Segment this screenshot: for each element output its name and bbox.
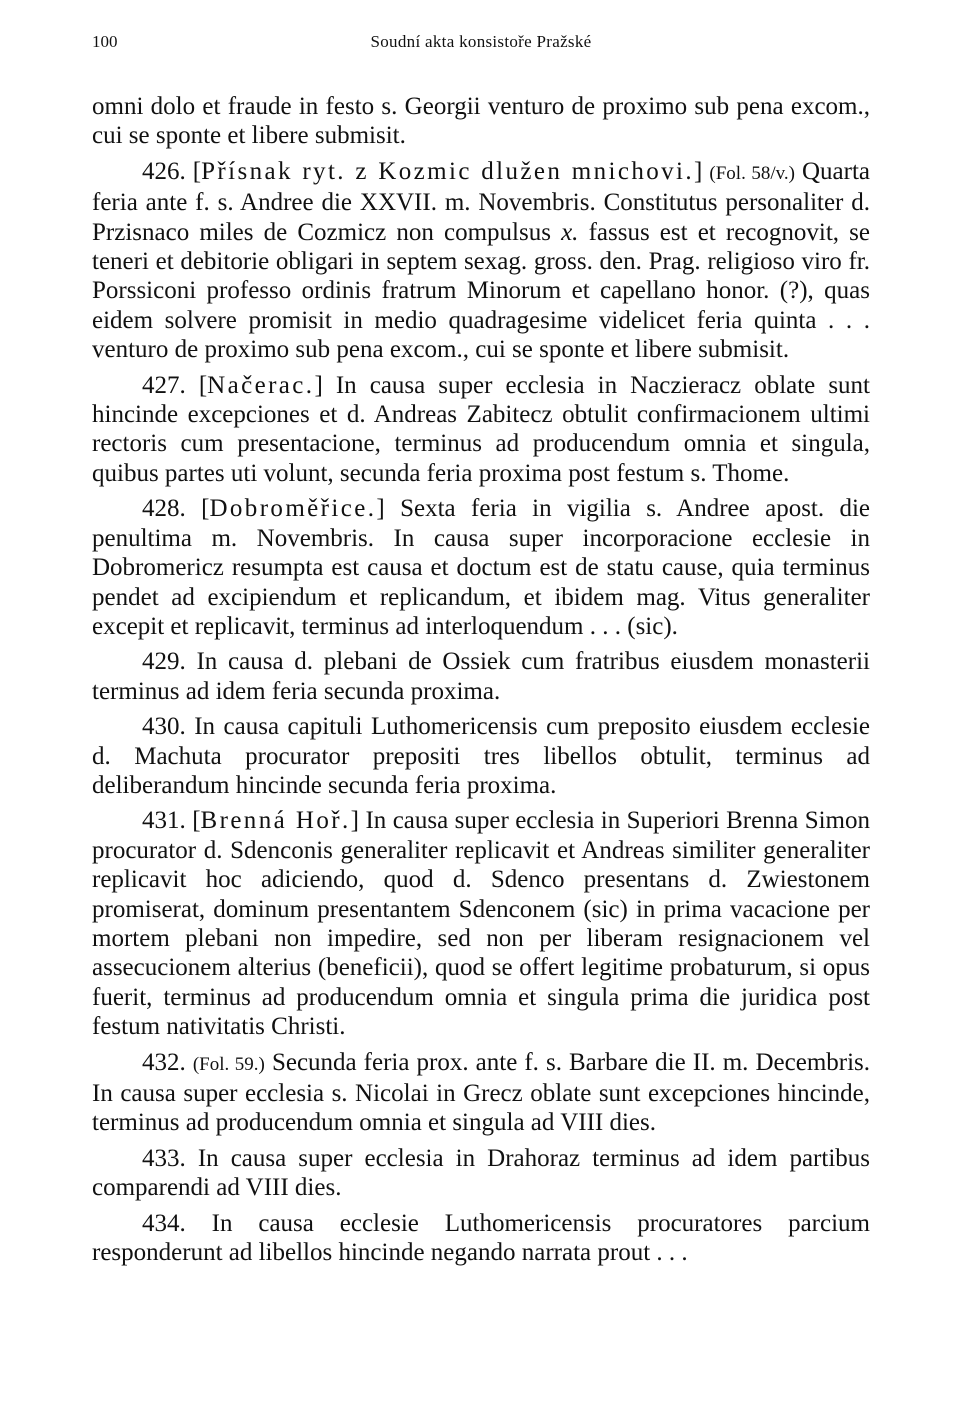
entry-430	[92, 712, 870, 800]
entry-number: 433.	[142, 1144, 186, 1172]
italic-mark: x.	[561, 218, 579, 246]
entry-number: 428.	[142, 495, 186, 523]
entry-text: In causa capituli Luthomericensis cum preposito eiusdem ecclesie d. Machuta procurator prepositi tres libellos obtulit, terminus ad deliberandum hincinde secunda feria proxima.	[92, 713, 870, 799]
entry-number: 430.	[142, 713, 186, 741]
bracket-close: ]	[314, 371, 323, 399]
entry-428	[92, 494, 870, 641]
bracket-close: ]	[376, 495, 385, 523]
body-text	[92, 92, 870, 1267]
entry-number: 426.	[142, 157, 186, 185]
bracket-close: ]	[350, 807, 359, 835]
entry-426	[92, 157, 870, 365]
entry-heading: Dobroměřice.	[209, 495, 377, 523]
entry-text: In causa super ecclesia in Naczieracz oblate sunt hincinde excepciones et d. Andreas Zabitecz obtulit confirmacionem ultimi rectoris cum presentacione, terminus ad producendum omnia et singula, quibus partes uti volunt, secunda feria proxima post festum s. Thome.	[92, 371, 871, 487]
entry-434	[92, 1209, 870, 1268]
entry-433	[92, 1144, 870, 1203]
entry-text: Quarta feria ante f. s. Andree die XXVII. m. Novembris. Constitutus personaliter d. Przisnaco miles de Cozmicz non compulsus	[92, 157, 871, 246]
folio-note: (Fol. 58/v.)	[709, 162, 795, 184]
bracket-open: [	[198, 371, 208, 399]
entry-number: 432.	[142, 1048, 186, 1076]
intro-paragraph: omni dolo et fraude in festo s. Georgii venturo de proximo sub pena excom., cui se sponte et libere submisit.	[92, 93, 870, 150]
entry-heading: Brenná Hoř.	[200, 807, 351, 835]
running-title: Soudní akta konsistoře Pražské	[370, 32, 592, 51]
entry-heading: Načerac.	[207, 371, 315, 399]
entry-text: In causa ecclesie Luthomericensis procuratores parcium responderunt ad libellos hincinde negando narrata prout . . .	[92, 1209, 870, 1267]
entry-text: In causa d. plebani de Ossiek cum fratribus eiusdem monasterii terminus ad idem feria secunda proxima.	[92, 648, 870, 705]
entry-number: 427.	[142, 371, 186, 399]
entry-429	[92, 647, 870, 706]
bracket-open: [	[192, 157, 202, 185]
bracket-close: ]	[694, 157, 703, 185]
entry-text: In causa super ecclesia in Drahoraz terminus ad idem partibus comparendi ad VIII dies.	[92, 1144, 870, 1202]
bracket-open: [	[201, 495, 210, 523]
bracket-open: [	[192, 807, 201, 835]
running-head	[92, 22, 870, 62]
entry-number: 434.	[142, 1209, 186, 1237]
entry-427	[92, 371, 870, 489]
entry-number: 431.	[142, 807, 186, 835]
page-number: 100	[92, 32, 118, 51]
entry-432	[92, 1048, 870, 1138]
folio-note: (Fol. 59.)	[192, 1053, 265, 1075]
entry-text: In causa super ecclesia in Superiori Brenna Simon procurator d. Sdenconis generaliter replicavit et Andreas similiter generaliter replicavit hoc adiciendo, quod d. Sdenco presentans d. Zwiestonem promiserat, dominum presentantem Sdenconem (sic) in prima vacacione per mortem plebani non impedire, sed non per liberam resignacionem vel assecucionem alterius (beneficii), quod se offert legitime probaturum, si opus fuerit, terminus ad producendum omnia et singula prima die juridica post festum nativitatis Christi.	[92, 807, 871, 1041]
entry-text: Secunda feria prox. ante f. s. Barbare die II. m. Decembris. In causa super ecclesia s. Nicolai in Grecz oblate sunt excepciones hincinde, terminus ad producendum omnia et singula ad VIII dies.	[92, 1048, 871, 1137]
entry-number: 429.	[142, 648, 186, 676]
entry-heading: Přísnak ryt. z Kozmic dlužen mnichovi.	[201, 157, 695, 185]
entry-431	[92, 806, 870, 1041]
entry-text-continued: fassus est et recognovit, se teneri et debitorie obligari in septem sexag. gross. den. Prag. religioso viro fr. Porssiconi professo ordinis fratrum Minorum et capellano honor. (?), quas eidem solvere promisit in medio quadragesime videlicet feria quinta . . . venturo de proximo sub pena excom., cui se sponte et libere submisit.	[92, 218, 871, 364]
entry-text: Sexta feria in vigilia s. Andree apost. die penultima m. Novembris. In causa super incorporacione ecclesie in Dobromericz resumpta est causa et doctum est de statu cause, quia terminus pendet ad excipiendum et replicandum, et ibidem mag. Vitus generaliter excepit et replicavit, terminus ad interloquendum . . . (sic).	[92, 495, 871, 640]
